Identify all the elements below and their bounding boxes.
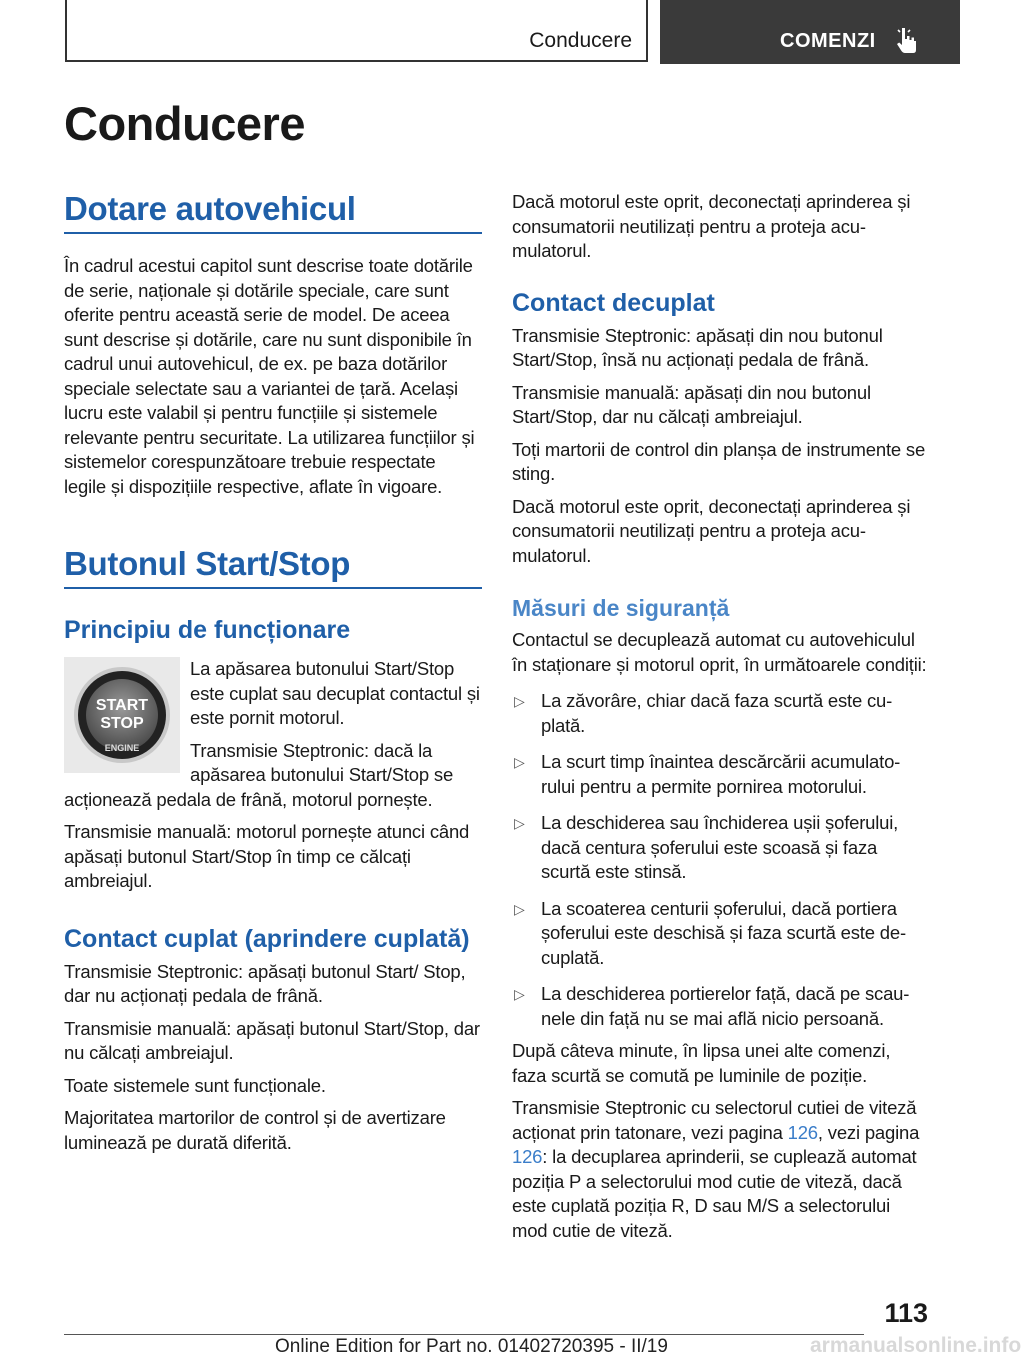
paragraph: Dacă motorul este oprit, deconectați aprinderea și consumatorii neutilizați pentru a proteja acumulatorul. xyxy=(512,495,911,566)
hand-pointer-icon xyxy=(896,26,918,54)
header-tab-comenzi[interactable] xyxy=(660,0,960,64)
list-item: ▷ La scoaterea centurii șoferului, dacă portiera șoferului este deschisă și faza scurtă este decuplată. xyxy=(514,897,907,968)
paragraph: Transmisie Steptronic: apăsați din nou butonul Start/Stop, însă nu acționați pedala de frână. xyxy=(512,324,883,370)
page-title: Conducere xyxy=(64,97,305,150)
paragraph: Transmisie manuală: motorul pornește atunci când apăsați butonul Start/Stop în timp ce călcați ambreiajul. xyxy=(64,821,470,891)
start-stop-button-image xyxy=(64,657,180,773)
paragraph: Toate sistemele sunt funcționale. xyxy=(64,1074,326,1096)
subheading-masuri-siguranta: Măsuri de siguranță xyxy=(512,595,730,621)
subheading-principiu: Principiu de funcționare xyxy=(64,616,351,644)
paragraph: Dacă motorul este oprit, deconectați aprinderea și consumatorii neutilizați pentru a proteja acumulatorul. xyxy=(512,191,911,261)
paragraph: Transmisie manuală: apăsați butonul Start/Stop, dar nu călcați ambreiajul. xyxy=(64,1017,480,1063)
paragraph: Majoritatea martorilor de control și de avertizare luminează pe durată diferită. xyxy=(64,1107,446,1153)
paragraph: Contactul se decuplează automat cu autovehiculul în staționare și motorul oprit, în următoarele condiții: xyxy=(512,629,927,675)
section-heading-start-stop: Butonul Start/Stop xyxy=(64,545,482,589)
start-stop-button-icon xyxy=(70,663,174,767)
footer-edition: Online Edition for Part no. 01402720395 - II/19 xyxy=(275,1336,668,1357)
header-section-title: Conducere xyxy=(529,29,632,52)
header-tab-label: COMENZI xyxy=(780,30,876,52)
section-heading-dotare: Dotare autovehicul xyxy=(64,190,482,234)
footer-divider xyxy=(64,1334,864,1335)
paragraph: Transmisie manuală: apăsați din nou butonul Start/Stop, dar nu călcați ambreiajul. xyxy=(512,381,871,427)
svg-text:STOP: STOP xyxy=(100,715,144,732)
paragraph: Transmisie Steptronic: apăsați butonul Start/ Stop, dar nu acționați pedala de frână. xyxy=(64,960,466,1006)
page-link-126[interactable]: 126 xyxy=(512,1146,543,1167)
right-column xyxy=(512,190,928,1243)
paragraph: La apăsarea butonului Start/Stop este cuplat sau decuplat contactul și este pornit motorul. xyxy=(190,658,480,728)
triangle-bullet-icon: ▷ xyxy=(514,754,525,770)
paragraph: Transmisie Steptronic cu selectorul cutiei de viteză acționat prin tatonare, vezi pagina 126, vezi pagina 126: la decuplarea aprinderii, se cuplează automat poziția P a selectorului mod cutie de viteză, dacă este cuplată poziția R, D sau M/S a selectorului mod cutie de viteză. xyxy=(512,1097,920,1241)
footer-watermark: armanualsonline.info xyxy=(810,1334,1021,1357)
paragraph: Toți martorii de control din planșa de instrumente se sting. xyxy=(512,438,926,484)
svg-text:ENGINE: ENGINE xyxy=(104,743,140,753)
paragraph: Transmisie Steptronic: dacă la apăsarea butonului Start/Stop se acționează pedala de frână, motorul pornește. xyxy=(64,739,454,810)
triangle-bullet-icon: ▷ xyxy=(514,815,525,831)
list-item: ▷ La deschiderea sau închiderea ușii șoferului, dacă centura șoferului este scoasă și faza scurtă este stinsă. xyxy=(514,812,899,882)
subheading-contact-decuplat: Contact decuplat xyxy=(512,288,715,317)
header-frame xyxy=(65,0,648,62)
list-item: ▷ La deschiderea portierelor față, dacă pe scaunele din față nu se mai află nicio persoană. xyxy=(514,983,910,1029)
triangle-bullet-icon: ▷ xyxy=(514,900,525,917)
triangle-bullet-icon: ▷ xyxy=(514,693,525,709)
list-item: ▷ La zăvorâre, chiar dacă faza scurtă este cuplată. xyxy=(514,690,893,736)
paragraph: În cadrul acestui capitol sunt descrise toate dotările de serie, naționale și dotările speciale, care sunt oferite pentru această serie de model. De aceea sunt descrise și dotările, care nu sunt disponibile în cadrul unui autovehicul, de ex. pe baza dotărilor speciale selectate sau a variantei de țară. Același lucru este valabil și pentru funcțiile și sistemele relevante pentru securitate. La utilizarea funcțiilor și sistemelor corespunzătoare trebuie respectate legile și dispozițiile respective, aflate în vigoare. xyxy=(64,255,475,497)
page-number: 113 xyxy=(884,1298,928,1328)
paragraph: După câteva minute, în lipsa unei alte comenzi, faza scurtă se comută pe luminile de poziție. xyxy=(512,1040,891,1086)
page-link-126[interactable]: 126 xyxy=(787,1121,818,1143)
subheading-contact-cuplat: Contact cuplat (aprindere cuplată) xyxy=(64,924,470,953)
svg-text:START: START xyxy=(95,697,149,714)
bullet-list xyxy=(512,689,928,1031)
triangle-bullet-icon: ▷ xyxy=(514,986,525,1002)
left-column xyxy=(64,190,482,1155)
list-item: ▷ La scurt timp înaintea descărcării acumulatorului pentru a permite pornirea motorului. xyxy=(514,751,901,797)
